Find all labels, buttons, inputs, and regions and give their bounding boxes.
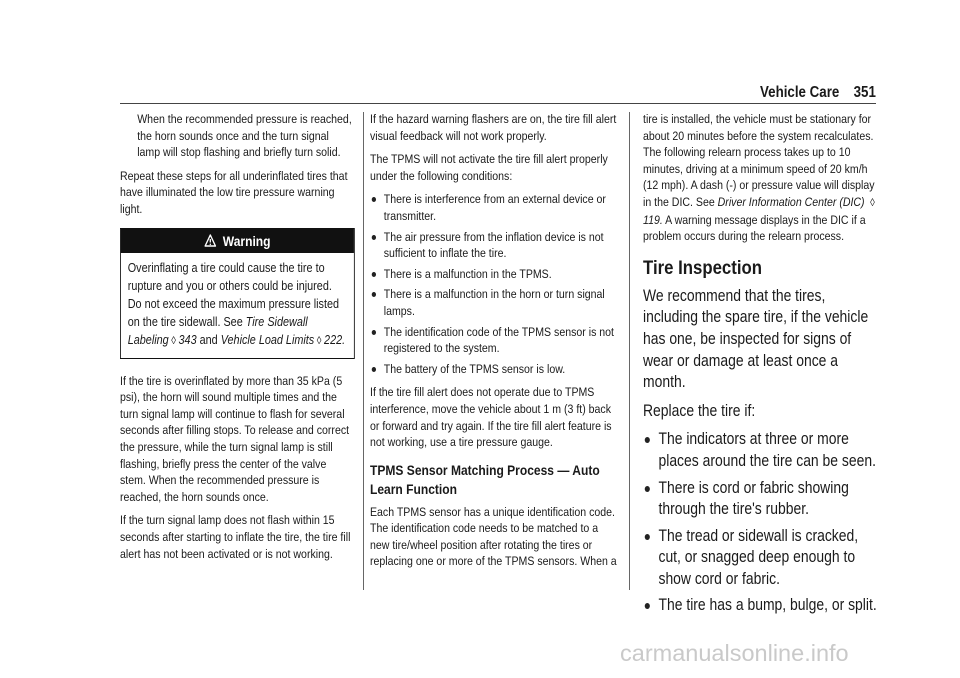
bullet-dot-icon [372,330,376,335]
paragraph-text: A warning message displays in the DIC if a problem occurs during the relearn process. [643,212,866,244]
bullet-dot-icon [372,197,376,202]
page-number: 351 [853,84,876,101]
paragraph: Replace the tire if: [643,401,756,420]
bullet-dot-icon [645,437,650,443]
paragraph [643,111,878,245]
bullet-dot-icon [372,367,376,372]
list-item [370,361,617,378]
warning-triangle-icon [204,234,216,247]
paragraph: If the turn signal lamp does not flash within 15 seconds after starting to inflate the tire, the tire fill alert has not been activated or is not working. [120,513,351,561]
list-item-text: The tread or sidewall is cracked, cut, or snagged deep enough to show cord or fabric. [658,526,859,588]
paragraph: If the tire fill alert does not operate due to TPMS interference, move the vehicle about 1 m (3 ft) back or forward and try again. If the tire fill alert feature is not working, use a tire pressure gauge. [370,385,612,450]
warning-body [121,253,354,358]
xref-page[interactable]: 343 [178,332,197,347]
xref-link[interactable]: Driver Information Center (DIC) [717,194,865,209]
paragraph: If the hazard warning flashers are on, the tire fill alert visual feedback will not work properly. [370,112,617,143]
list-item-text: The identification code of the TPMS sensor is not registered to the system. [383,324,614,356]
warning-header [121,229,354,253]
list-item-text: There is a malfunction in the horn or turn signal lamps. [383,287,605,318]
paragraph: The TPMS will not activate the tire fill alert properly under the following conditions: [370,152,608,183]
section-heading: Tire Inspection [643,256,762,279]
subsection-heading: TPMS Sensor Matching Process — Auto Learn Function [370,461,600,497]
list-item [643,478,878,521]
column-2 [370,111,618,577]
list-item [370,324,617,357]
bullet-list [643,429,878,617]
conjunction: and [199,332,218,347]
list-item [643,429,878,472]
paragraph-text: tire is installed, the vehicle must be stationary for about 20 minutes before the system recalculates. The following relearn process takes up to 10 minutes, driving at a minimum speed of 20 km/h (12 mph). A dash (-) or pressure value will display in the DIC. See [643,112,875,209]
column-3 [643,111,879,624]
bullet-list [370,191,617,377]
list-item-text: The air pressure from the inflation device is not sufficient to inflate the tire. [383,229,604,261]
list-item [370,286,617,319]
xref-page[interactable]: 222. [324,332,346,347]
bullet-dot-icon [645,603,650,609]
bullet-dot-icon [645,486,650,492]
list-item [643,526,878,591]
watermark: carmanualsonline.info [620,640,849,666]
section-title: Vehicle Care [760,84,840,101]
column-divider-1 [363,112,364,590]
paragraph: Each TPMS sensor has a unique identification code. The identification code needs to be matched to a new tire/wheel position after rotating the tires or replacing one or more of the TPMS sensors. When a [370,504,617,569]
list-item [643,595,878,617]
list-item-text: There is interference from an external device or transmitter. [383,192,606,223]
xref-link[interactable]: Tire Sidewall Labeling [127,314,308,347]
warning-title: Warning [222,232,271,249]
paragraph: If the tire is overinflated by more than 35 kPa (5 psi), the horn will sound multiple times and the turn signal lamp will continue to flash for several seconds after filling stops. To release and correct the pressure, while the turn signal lamp is still flashing, briefly press the center of the valve stem. When the recommended pressure is reached, the horn sounds once. [120,373,350,504]
header-rule [120,103,876,104]
list-item [370,266,617,283]
bullet-dot-icon [645,534,650,540]
page-reference-icon: ◊ [171,334,176,347]
warning-box [120,228,354,359]
column-divider-2 [629,112,630,590]
list-item-text: There is cord or fabric showing through the tire's rubber. [658,478,849,519]
list-item-text: The indicators at three or more places around the tire can be seen. [658,430,876,470]
paragraph: Repeat these steps for all underinflated tires that have illuminated the low tire pressure warning light. [120,168,348,216]
xref-page[interactable]: 119. [643,212,663,227]
warning-sentence: Overinflating a tire could cause the tire to rupture and you or others could be injured. Do not exceed the maximum pressure listed on the tire sidewall. See [127,260,340,329]
list-item-text: The tire has a bump, bulge, or split. [658,596,877,615]
paragraph: When the recommended pressure is reached, the horn sounds once and the turn signal lamp will stop flashing and briefly turn solid. [137,112,352,160]
list-item-text: There is a malfunction in the TPMS. [383,266,552,281]
list-item-text: The battery of the TPMS sensor is low. [383,361,566,376]
paragraph: We recommend that the tires, including the spare tire, if the vehicle has one, be inspected for signs of wear or damage at least once a month. [643,286,869,392]
list-item [370,191,617,224]
list-item [370,229,617,262]
xref-link[interactable]: Vehicle Load Limits [220,332,315,347]
column-1 [120,111,355,569]
page-reference-icon: ◊ [870,196,875,209]
bullet-dot-icon [372,272,376,277]
bullet-dot-icon [372,292,376,297]
large-text-block [643,286,878,617]
warning-text [128,259,347,350]
page-reference-icon: ◊ [316,334,322,347]
bullet-dot-icon [372,235,376,240]
